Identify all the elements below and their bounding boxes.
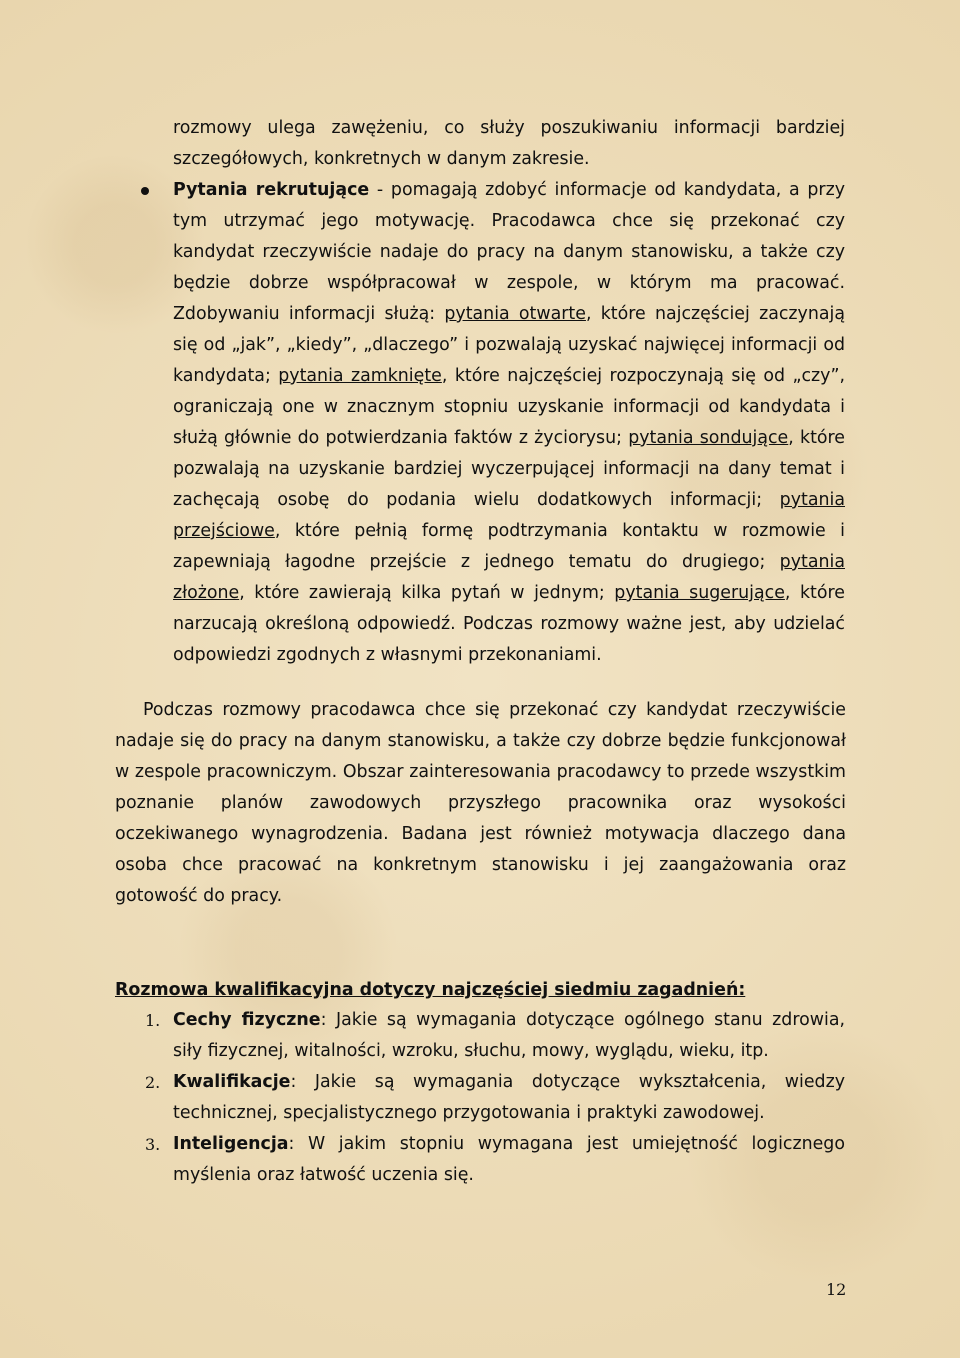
list-item bbox=[145, 1067, 845, 1129]
question-type-open: pytania otwarte bbox=[444, 304, 586, 324]
bullet-term: Pytania rekrutujące bbox=[173, 180, 370, 200]
bullet-text: , które narzucają określoną odpowiedź. Podczas rozmowy ważne jest, aby udzielać odpowiedzi zgodnych z własnymi przekonaniami. bbox=[173, 583, 845, 665]
bullet-text: - pomagają zdobyć informacje od kandydata, a przy tym utrzymać jego motywację. Pracodawca chce się przekonać czy kandydat rzeczywiście nadaje do pracy na danym stanowisku, a także czy będzie dobrze współpracował w zespole, w którym ma pracować. Zdobywaniu informacji służą: bbox=[173, 180, 845, 324]
list-text: : Jakie są wymagania dotyczące ogólnego stanu zdrowia, siły fizycznej, witalności, wzroku, słuchu, mowy, wyglądu, wieku, itp. bbox=[173, 1010, 845, 1061]
body-paragraph: Podczas rozmowy pracodawca chce się przekonać czy kandydat rzeczywiście nadaje się do pracy na danym stanowisku, a także czy dobrze będzie funkcjonował w zespole pracowniczym. Obszar zainteresowania pracodawcy to przede wszystkim poznanie planów zawodowych przyszłego pracownika oraz wysokości oczekiwanego wynagrodzenia. Badana jest również motywacja dlaczego dana osoba chce pracować na konkretnym stanowisku i jej zaangażowania oraz gotowość do pracy. bbox=[115, 700, 846, 906]
question-type-leading: pytania sugerujące bbox=[614, 583, 785, 603]
question-type-closed: pytania zamknięte bbox=[278, 366, 442, 386]
list-term: Cechy fizyczne bbox=[173, 1010, 321, 1030]
continuation-text: rozmowy ulega zawężeniu, co służy poszukiwaniu informacji bardziej szczegółowych, konkretnych w danym zakresie. bbox=[173, 118, 845, 169]
list-term: Kwalifikacje bbox=[173, 1072, 291, 1092]
bullet-text: , które zawierają kilka pytań w jednym; bbox=[239, 583, 615, 603]
page-number: 12 bbox=[826, 1280, 847, 1299]
list-number: 3. bbox=[145, 1135, 161, 1154]
list-text: : W jakim stopniu wymagana jest umiejętność logicznego myślenia oraz łatwość uczenia się. bbox=[173, 1134, 845, 1185]
section-heading: Rozmowa kwalifikacyjna dotyczy najczęściej siedmiu zagadnień: bbox=[115, 980, 746, 1000]
list-term: Inteligencja bbox=[173, 1134, 289, 1154]
bullet-text: , które pełnią formę podtrzymania kontaktu w rozmowie i zapewniają łagodne przejście z jednego tematu do drugiego; bbox=[173, 521, 845, 572]
question-type-compound: pytania złożone bbox=[173, 552, 845, 603]
list-item bbox=[145, 1005, 845, 1067]
question-type-transitional: pytania przejściowe bbox=[173, 490, 845, 541]
bullet-text: , które najczęściej rozpoczynają się od „czy”, ograniczają one w znacznym stopniu uzyskanie informacji od kandydata i służą głównie do potwierdzania faktów z życiorysu; bbox=[173, 366, 845, 448]
list-number: 1. bbox=[145, 1011, 161, 1030]
bullet-item-recruiting-questions bbox=[173, 175, 845, 671]
list-item bbox=[145, 1129, 845, 1191]
bullet-text: , które najczęściej zaczynają się od „jak”, „kiedy”, „dlaczego” i pozwalają uzyskać najwięcej informacji od kandydata; bbox=[173, 304, 846, 386]
bullet-icon bbox=[141, 187, 149, 195]
list-number: 2. bbox=[145, 1073, 161, 1092]
list-text: : Jakie są wymagania dotyczące wykształcenia, wiedzy technicznej, specjalistycznego przygotowania i praktyki zawodowej. bbox=[173, 1072, 845, 1123]
question-type-probing: pytania sondujące bbox=[628, 428, 789, 448]
bullet-text: , które pozwalają na uzyskanie bardziej wyczerpującej informacji na dany temat i zachęcają osobę do podania wielu dodatkowych informacji; bbox=[173, 428, 845, 510]
